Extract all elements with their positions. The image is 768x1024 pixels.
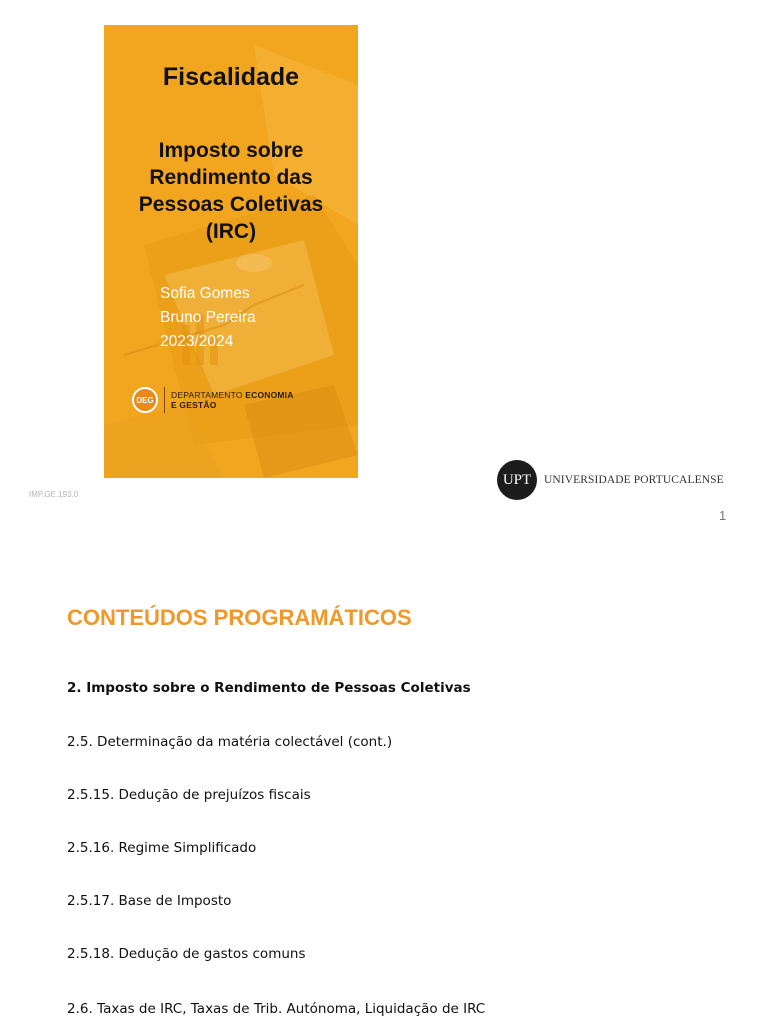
- department-name: [171, 390, 294, 410]
- department-line2-bold: E GESTÃO: [171, 400, 217, 410]
- deg-badge: DEG: [132, 387, 158, 413]
- author-name: Bruno Pereira: [160, 309, 256, 326]
- toc-item: 2.5.16. Regime Simplificado: [67, 840, 257, 856]
- cover-subtitle-line: Rendimento das: [149, 166, 313, 189]
- author-name: Sofia Gomes: [160, 285, 250, 302]
- toc-item: 2.5.17. Base de Imposto: [67, 893, 232, 909]
- toc-item: 2.6. Taxas de IRC, Taxas de Trib. Autónoma, Liquidação de IRC: [67, 1001, 486, 1017]
- cover-authors: [160, 282, 256, 354]
- cover-title: Fiscalidade: [162, 63, 300, 91]
- toc-item: 2.5.18. Dedução de gastos comuns: [67, 946, 306, 962]
- department-line1-light: DEPARTAMENTO: [171, 390, 246, 400]
- upt-emblem: UPT: [497, 460, 537, 500]
- department-logo: [132, 384, 294, 416]
- toc-item: 2.5.15. Dedução de prejuízos fiscais: [67, 787, 311, 803]
- cover-subtitle: [104, 137, 358, 245]
- cover-subtitle-line: Imposto sobre: [158, 139, 304, 162]
- document-code: IMP.GE.193.0: [29, 490, 79, 499]
- cover-image: [104, 25, 358, 478]
- section-title: CONTEÚDOS PROGRAMÁTICOS: [67, 605, 412, 630]
- toc-item: 2. Imposto sobre o Rendimento de Pessoas Coletivas: [67, 680, 471, 696]
- university-name: UNIVERSIDADE PORTUCALENSE: [544, 474, 724, 486]
- academic-year: 2023/2024: [160, 333, 234, 350]
- page-number: 1: [719, 508, 727, 523]
- cover-subtitle-line: Pessoas Coletivas: [138, 193, 324, 216]
- deg-divider: [164, 387, 165, 413]
- department-line1-bold: ECONOMIA: [245, 390, 294, 400]
- cover-subtitle-line: (IRC): [205, 220, 257, 243]
- university-logo: [497, 460, 724, 500]
- toc-item: 2.5. Determinação da matéria colectável (cont.): [67, 734, 393, 750]
